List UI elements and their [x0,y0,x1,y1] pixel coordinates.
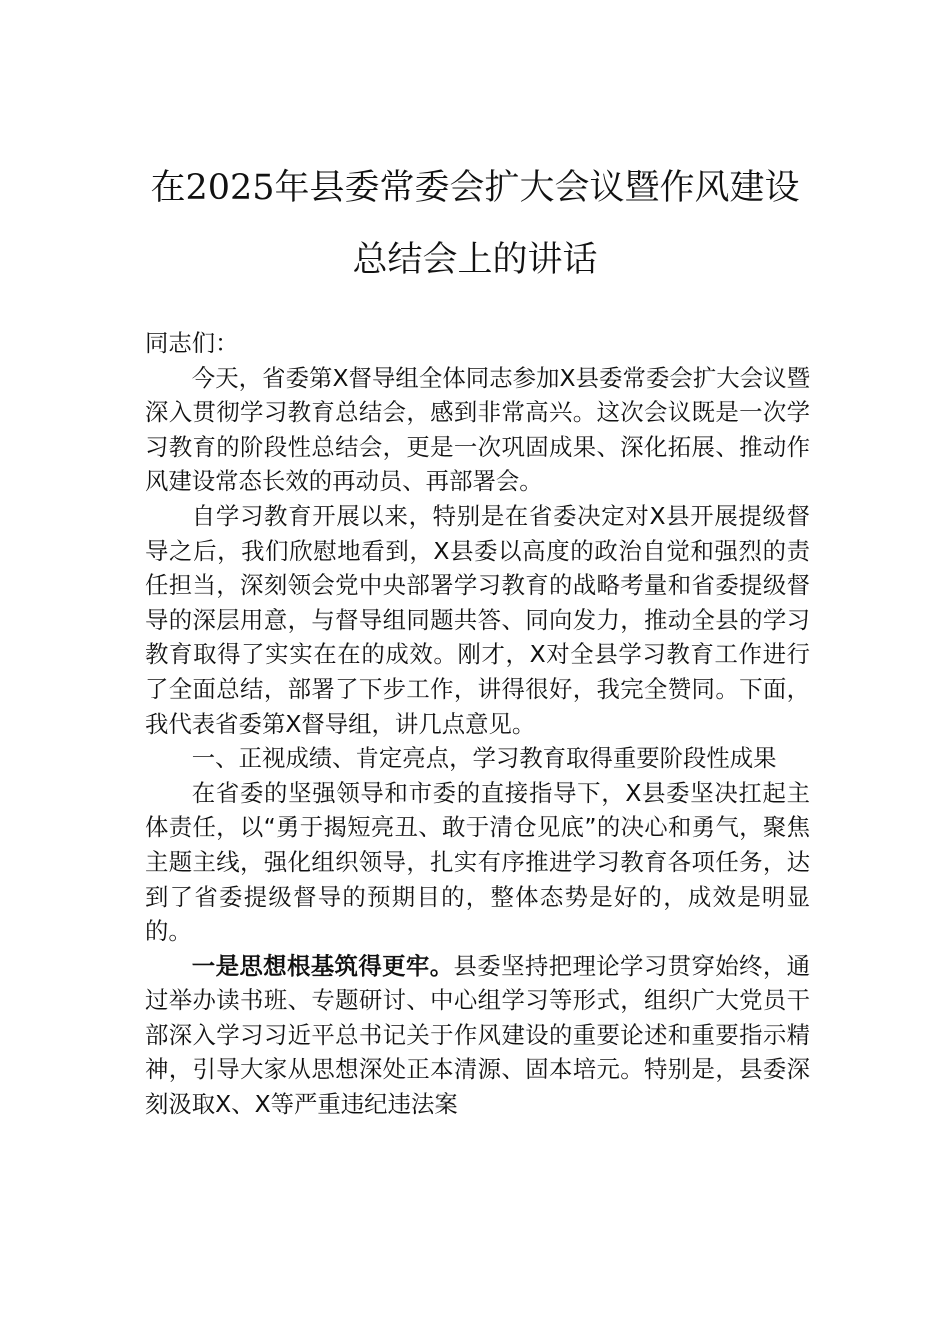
document-title-line-1: 在2025年县委常委会扩大会议暨作风建设 [150,168,800,208]
document-title-line-2: 总结会上的讲话 [352,240,598,280]
point-1-heading: 一是思想根基筑得更牢。 [191,951,454,980]
paragraph-section-intro: 在省委的坚强领导和市委的直接指导下，X县委坚决扛起主体责任，以“勇于揭短亮丑、敢于清仓见底”的决心和勇气，聚焦主题主线，强化组织领导，扎实有序推进学习教育各项任务，达到了省委提级督导的预期目的，整体态势是好的，成效是明显的。 [145,778,810,946]
section-heading-1: 一、正视成绩、肯定亮点，学习教育取得重要阶段性成果 [191,744,777,773]
salutation: 同志们： [145,329,239,357]
paragraph-point-1 [145,949,810,1122]
point-1-text: 县委坚持把理论学习贯穿始终，通过举办读书班、专题研讨、中心组学习等形式，组织广大党员干部深入学习习近平总书记关于作风建设的重要论述和重要指示精神，引导大家从思想深处正本清源、固本培元。特别是，县委深刻汲取X、X等严重违纪违法案 [145,951,810,1119]
document-body [145,326,810,1122]
paragraph-background: 自学习教育开展以来，特别是在省委决定对X县开展提级督导之后，我们欣慰地看到，X县委以高度的政治自觉和强烈的责任担当，深刻领会党中央部署学习教育的战略考量和省委提级督导的深层用意，与督导组同题共答、同向发力，推动全县的学习教育取得了实实在在的成效。刚才，X对全县学习教育工作进行了全面总结，部署了下步工作，讲得很好，我完全赞同。下面，我代表省委第X督导组，讲几点意见。 [145,501,810,738]
paragraph-opening: 今天，省委第X督导组全体同志参加X县委常委会扩大会议暨深入贯彻学习教育总结会，感到非常高兴。这次会议既是一次学习教育的阶段性总结会，更是一次巩固成果、深化拓展、推动作风建设常态长效的再动员、再部署会。 [145,363,810,496]
